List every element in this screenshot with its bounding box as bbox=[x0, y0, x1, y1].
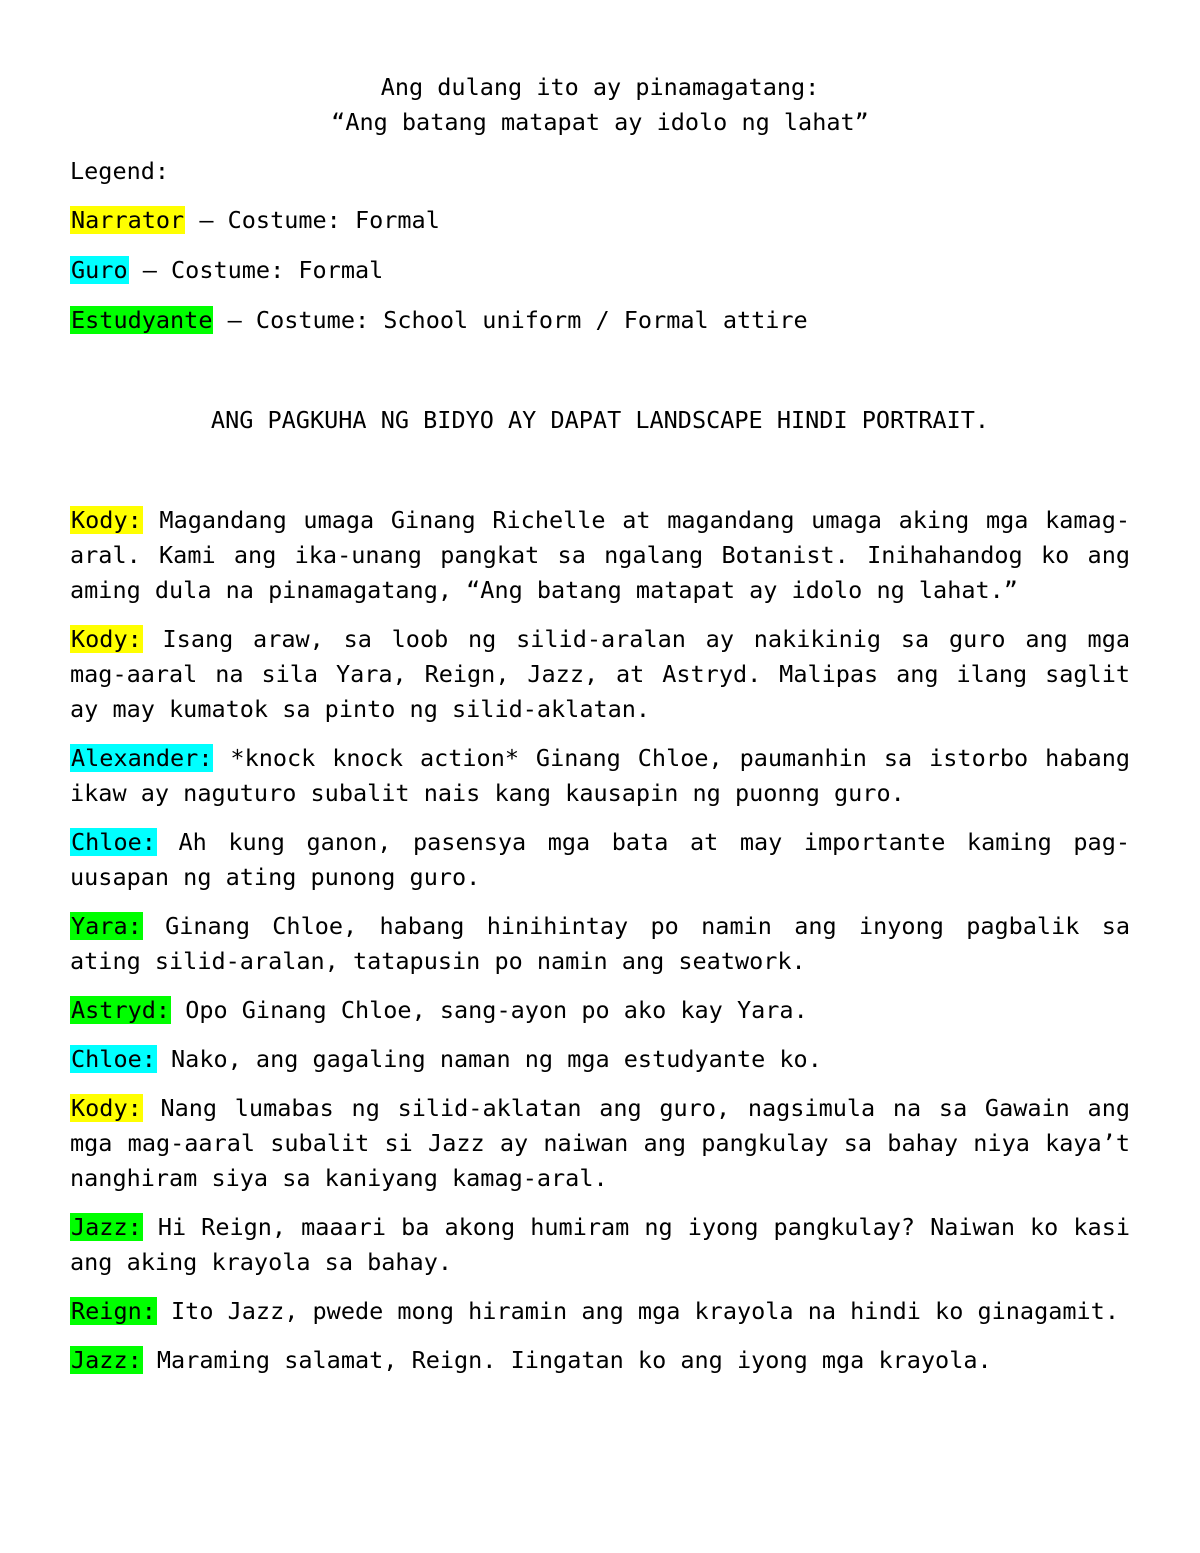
dialogue-text: Hi Reign, maaari ba akong humiram ng iyong pangkulay? Naiwan ko kasi ang aking krayola sa bahay. bbox=[70, 1213, 1130, 1276]
legend bbox=[70, 203, 1130, 338]
speaker-label: Kody: bbox=[71, 506, 142, 534]
title-block bbox=[70, 70, 1130, 140]
speaker-label: Jazz: bbox=[71, 1346, 142, 1374]
dialogue-text: Isang araw, sa loob ng silid-aralan ay nakikinig sa guro ang mga mag-aaral na sila Yara, Reign, Jazz, at Astryd. Malipas ang ilang saglit ay may kumatok sa pinto ng silid-aklatan. bbox=[70, 625, 1130, 723]
legend-role-estudyante: Estudyante bbox=[71, 306, 213, 334]
dialogue-text: Nang lumabas ng silid-aklatan ang guro, nagsimula na sa Gawain ang mga mag-aaral subalit si Jazz ay naiwan ang pangkulay sa bahay niya kaya’t nanghiram siya sa kaniyang kamag-aral. bbox=[70, 1094, 1130, 1192]
dialogue-text: Ito Jazz, pwede mong hiramin ang mga krayola na hindi ko ginagamit. bbox=[156, 1297, 1119, 1325]
speaker-label: Yara: bbox=[71, 912, 142, 940]
legend-costume-estudyante: – Costume: School uniform / Formal attire bbox=[213, 306, 808, 334]
dialogue-text: Nako, ang gagaling naman ng mga estudyante ko. bbox=[156, 1045, 822, 1073]
dialogue-text: Ginang Chloe, habang hinihintay po namin ang inyong pagbalik sa ating silid-aralan, tatapusin po namin ang seatwork. bbox=[70, 912, 1130, 975]
legend-row-estudyante bbox=[70, 303, 1130, 338]
script-page bbox=[70, 70, 1130, 1392]
dialogue-line bbox=[70, 741, 1130, 811]
legend-role-narrator: Narrator bbox=[71, 206, 185, 234]
dialogue-text: Maraming salamat, Reign. Iingatan ko ang iyong mga krayola. bbox=[142, 1346, 992, 1374]
title-line-2: “Ang batang matapat ay idolo ng lahat” bbox=[331, 108, 869, 136]
legend-title: Legend: bbox=[70, 157, 170, 185]
dialogue-line bbox=[70, 825, 1130, 895]
legend-role-guro: Guro bbox=[71, 256, 128, 284]
speaker-label: Jazz: bbox=[71, 1213, 142, 1241]
dialogue-line bbox=[70, 909, 1130, 979]
dialogue-line bbox=[70, 622, 1130, 727]
dialogue-line bbox=[70, 1091, 1130, 1196]
dialogue-line bbox=[70, 1210, 1130, 1280]
dialogue-line bbox=[70, 993, 1130, 1028]
legend-costume-narrator: – Costume: Formal bbox=[185, 206, 440, 234]
title-line-1: Ang dulang ito ay pinamagatang: bbox=[380, 73, 820, 101]
dialogue-line bbox=[70, 1294, 1130, 1329]
legend-costume-guro: – Costume: Formal bbox=[128, 256, 384, 284]
speaker-label: Astryd: bbox=[71, 996, 171, 1024]
video-notice: ANG PAGKUHA NG BIDYO AY DAPAT LANDSCAPE HINDI PORTRAIT. bbox=[210, 406, 990, 434]
speaker-label: Kody: bbox=[71, 1094, 142, 1122]
dialogue-line bbox=[70, 1042, 1130, 1077]
speaker-label: Reign: bbox=[71, 1297, 156, 1325]
speaker-label: Chloe: bbox=[71, 828, 156, 856]
dialogue-text: *knock knock action* Ginang Chloe, paumanhin sa istorbo habang ikaw ay naguturo subalit nais kang kausapin ng puonng guro. bbox=[70, 744, 1130, 807]
dialogue-text: Magandang umaga Ginang Richelle at magandang umaga aking mga kamag-aral. Kami ang ika-unang pangkat sa ngalang Botanist. Inihahandog ko ang aming dula na pinamagatang, “Ang batang matapat ay idolo ng lahat.” bbox=[70, 506, 1130, 604]
legend-row-narrator bbox=[70, 203, 1130, 238]
dialogue-text: Opo Ginang Chloe, sang-ayon po ako kay Yara. bbox=[171, 996, 808, 1024]
speaker-label: Alexander: bbox=[71, 744, 213, 772]
speaker-label: Chloe: bbox=[71, 1045, 156, 1073]
dialogue-text: Ah kung ganon, pasensya mga bata at may importante kaming pag-uusapan ng ating punong guro. bbox=[70, 828, 1130, 891]
dialogue bbox=[70, 503, 1130, 1378]
legend-row-guro bbox=[70, 253, 1130, 288]
dialogue-line bbox=[70, 503, 1130, 608]
dialogue-line bbox=[70, 1343, 1130, 1378]
speaker-label: Kody: bbox=[71, 625, 142, 653]
